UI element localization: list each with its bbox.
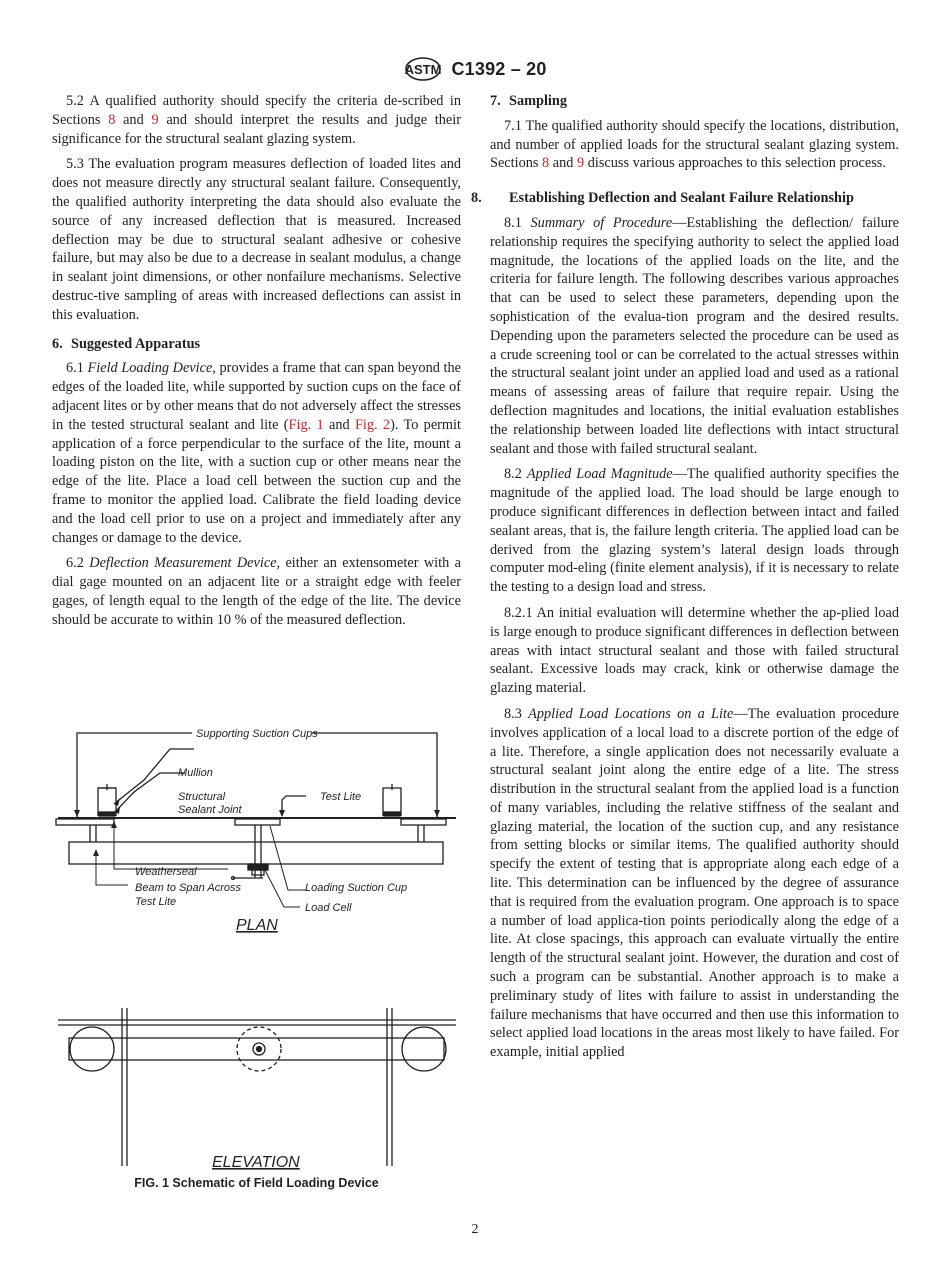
label-mullion: Mullion [178, 767, 213, 779]
term-applied-load-locations: Applied Load Locations on a Lite [528, 705, 734, 722]
label-loading-suction-cup: Loading Suction Cup [305, 882, 408, 894]
label-supporting-suction-cups: Supporting Suction Cups [196, 728, 318, 740]
page-header [0, 56, 950, 84]
fig-1-link[interactable]: Fig. 1 [288, 416, 324, 433]
standard-designation: C1392 – 20 [451, 58, 547, 79]
plan-title: PLAN [236, 917, 278, 934]
paragraph-6-2: 6.2 Deflection Measurement Device, either an extensometer with a dial gage mounted on an adjacent lite or a straight edge with feeler gages, of length equal to the length of the edge of the lite. The device should be accurate to within 10 % of the measured deflection. [52, 555, 461, 628]
paragraph-5-3: 5.3 The evaluation program measures deflection of loaded lites and does not measure directly any structural sealant failure. Consequently, the qualified authority interpreting the data should also evaluate the source of any increased deflection that is measured. Increased deflection may be due to structural sealant adhesive or cohesive failure, but may also be due to a decrease in sealant modulus, a change in sealant joint dimensions, or other nonfailure mechanisms. Selective destruc-tive sampling of areas with increased deflections can assist in this evaluation. [52, 156, 461, 323]
paragraph-5-2: 5.2 A qualified authority should specify the criteria de-scribed in Sections 8 and 9 and should interpret the results and judge their significance for the structural sealant glazing system. [52, 93, 461, 147]
paragraph-6-1: 6.1 Field Loading Device, provides a frame that can span beyond the edges of the loaded lite, while supported by suction cups on the face of adjacent lites or by other means that do not adversely affect the stresses in the tested structural sealant and lite (Fig. 1 and Fig. 2). To permit application of a force perpendicular to the surface of the lite, mount a loading piston on the lite, with a suction cup or other means near the edge of the lite. Place a load cell between the suction cup and the frame to monitor the applied load. Calibrate the field loading device and the load cell prior to use on a project and immediately after any changes or damage to the device. [52, 360, 461, 546]
section-7-heading: 7. Sampling [490, 93, 568, 109]
left-column [52, 92, 461, 637]
section-8-heading: 8. Establishing Deflection and Sealant Failure Relationship [471, 190, 854, 207]
paragraph-7-1: 7.1 The qualified authority should specify the locations, distribution, and number of applied loads for the structural sealant glazing system. Sections 8 and 9 discuss various approaches to this selection process. [490, 117, 899, 172]
label-beam-line2: Test Lite [135, 896, 177, 908]
section-9-link[interactable]: 9 [151, 111, 159, 128]
svg-text:ASTM: ASTM [405, 62, 442, 77]
section-6-heading: 6. Suggested Apparatus [52, 335, 201, 352]
right-column [471, 92, 900, 1069]
section-9-link[interactable]: 9 [576, 155, 585, 172]
figure-1 [52, 718, 461, 1198]
fig-2-link[interactable]: Fig. 2 [354, 416, 391, 433]
paragraph-8-3: 8.3 Applied Load Locations on a Lite—The evaluation procedure involves application of a local load to a discrete portion of the edge of a lite. Therefore, a single application does not necessarily evaluate a structural sealant joint along the entire edge of a lite. The stress distribution in the structural sealant from the applied load is a function of many variables, including the relative stiffness of the sealant and glazing material, the location of the suction cup, and any resistance from setting blocks or similar items. The qualified authority should specify the extent of testing that is appropriate along each edge of a lite. This determination can be influenced by the degree of assurance that is required from the evaluation program. One approach is to space a number of load applica-tion points periodically along the edge of a lite. At close spacings, this approach can evaluate virtually the entire length of the structural sealant joint. However, the duration and cost of such a program can be substantial. Another approach is to make a preliminary study of lites with failure to assist in understanding the failure mechanisms that have occurred and then use this information to select applied load locations in the areas most likely to have failed. For example, initial applied [490, 705, 900, 1061]
label-test-lite: Test Lite [320, 791, 362, 803]
label-structural: Structural [178, 791, 226, 803]
page-number: 2 [471, 1222, 479, 1237]
field-loading-device-schematic [52, 718, 461, 1178]
label-beam-line1: Beam to Span Across [135, 882, 241, 894]
paragraph-8-1: 8.1 Summary of Procedure—Establishing the deflection/ failure relationship requires the specifying authority to select the applied load magnitude, the locations of the applied loads on the lite, and the criteria for failure length. The following describes various approaches that can be used to select these parameters, depending upon the sophistication of the evalua-tion program and the desired results. Depending upon the parameters selected the procedure can be used as a crude screening tool or can be correlated to the actual stresses within the structural sealant joint under an applied load and used as a rational means of assessing areas of failure that require repair. Using the deflection magnitudes and locations, the initial evaluation establishes the relationship between loaded lite deflections with intact structural sealant and those with failed structural sealant. [490, 214, 899, 457]
label-weatherseal: Weatherseal [135, 866, 197, 878]
label-load-cell: Load Cell [305, 902, 352, 914]
term-field-loading-device: Field Loading Device, [87, 360, 216, 377]
astm-logo-icon [403, 56, 443, 82]
elevation-title: ELEVATION [212, 1154, 300, 1171]
term-applied-load-magnitude: Applied Load Magnitude [526, 466, 673, 483]
term-deflection-measurement-device: Deflection Measurement Device, [89, 555, 281, 572]
paragraph-8-2: 8.2 Applied Load Magnitude—The qualified authority specifies the magnitude of the applied load. The load should be large enough to produce significant differences in deflection between intact and failed sealant areas, that is, the failure length criteria. The applied load can be derived from the glazing system’s lateral design loads through computer mod-eling (finite element analysis), if it is necessary to relate the testing to a design load and stress. [490, 466, 899, 596]
section-8-link[interactable]: 8 [108, 111, 116, 128]
term-summary-of-procedure: Summary of Procedure [530, 214, 673, 231]
label-sealant-joint: Sealant Joint [178, 804, 242, 816]
section-8-link[interactable]: 8 [542, 155, 550, 172]
figure-caption: FIG. 1 Schematic of Field Loading Device [134, 1176, 379, 1190]
paragraph-8-2-1: 8.2.1 An initial evaluation will determine whether the ap-plied load is large enough to produce significant differences in deflection between areas with intact structural sealant and those with failed structural sealant. Excessive loads may crack, kink or otherwise damage the glazing material. [490, 604, 899, 697]
